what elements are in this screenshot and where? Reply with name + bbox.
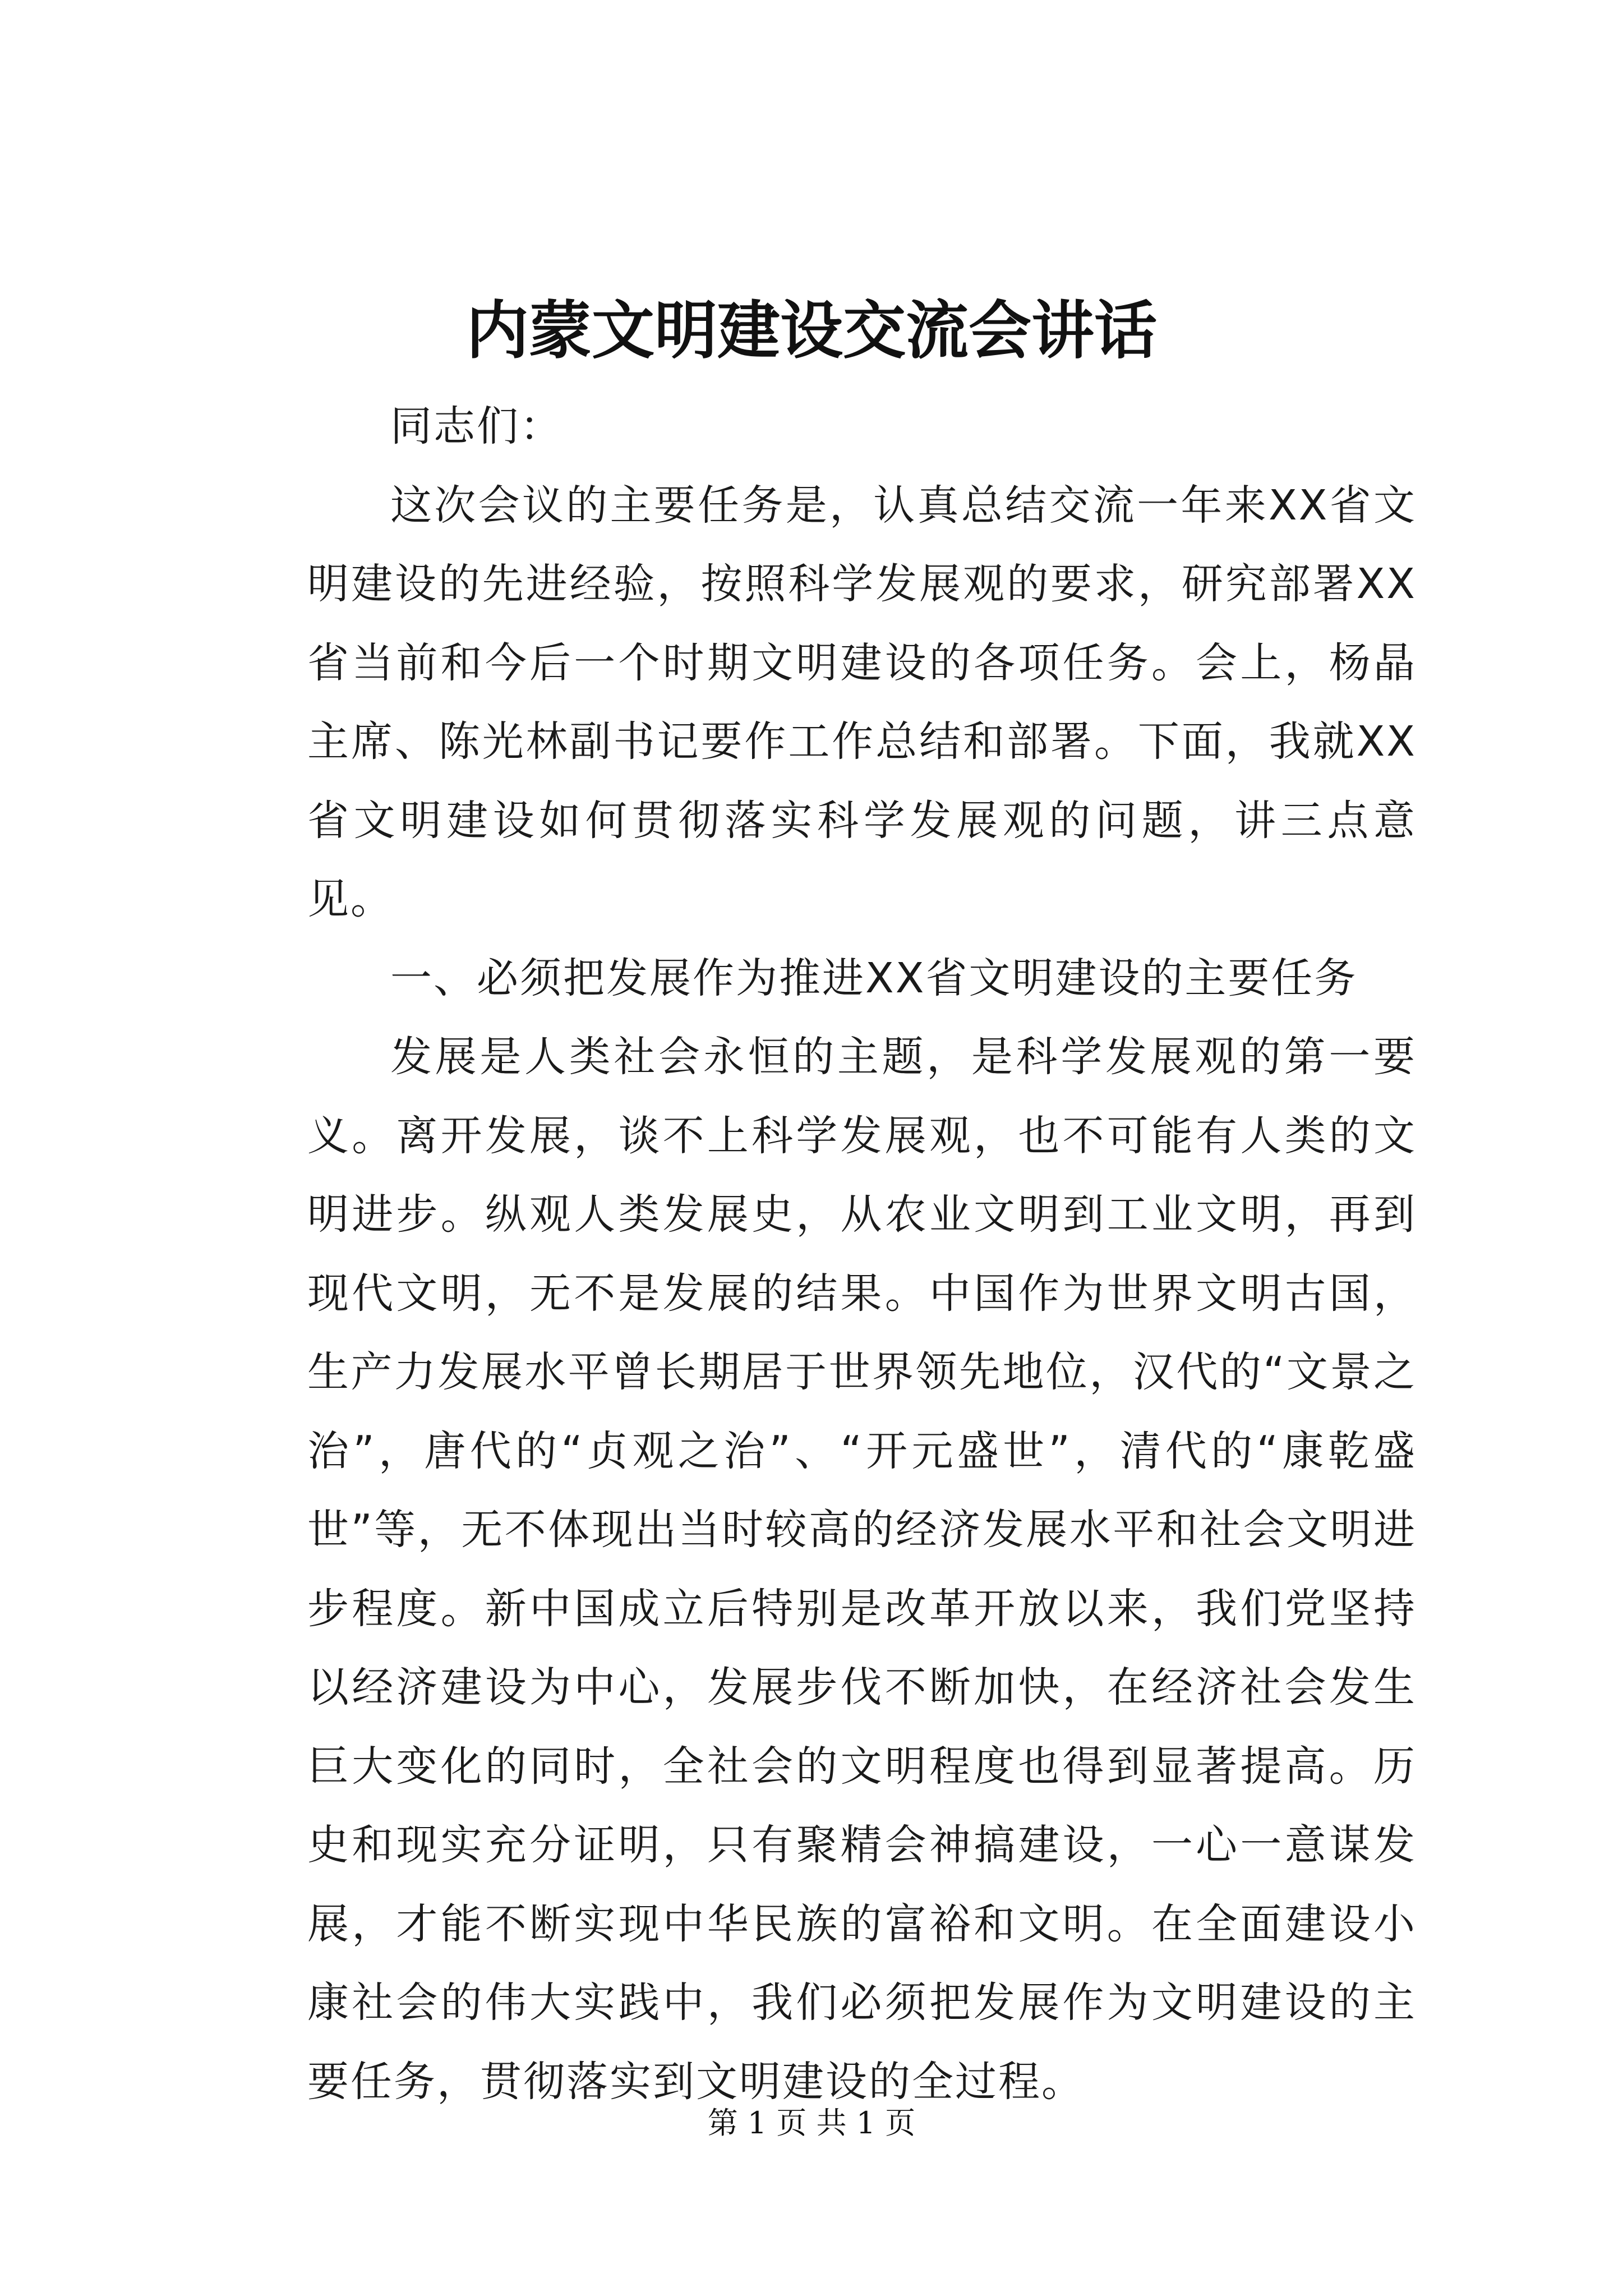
intro-paragraph: 这次会议的主要任务是，认真总结交流一年来XX省文明建设的先进经验，按照科学发展观的要求，研究部署XX省当前和今后一个时期文明建设的各项任务。会上，杨晶主席、陈光林副书记要作工作总结和部署。下面，我就XX省文明建设如何贯彻落实科学发展观的问题，讲三点意见。 (307, 481, 1417, 923)
page-footer: 第 1 页 共 1 页 (707, 2105, 916, 2141)
salutation-paragraph: 同志们： (390, 402, 563, 450)
section-heading: 一、必须把发展作为推进XX省文明建设的主要任务 (390, 954, 1358, 1002)
document-title: 内蒙文明建设交流会讲话 (466, 294, 1157, 367)
section-paragraph: 发展是人类社会永恒的主题，是科学发展观的第一要义。离开发展，谈不上科学发展观，也不可能有人类的文明进步。纵观人类发展史，从农业文明到工业文明，再到现代文明，无不是发展的结果。中国作为世界文明古国，生产力发展水平曾长期居于世界领先地位，汉代的“文景之治”，唐代的“贞观之治”、“开元盛世”，清代的“康乾盛世”等，无不体现出当时较高的经济发展水平和社会文明进步程度。新中国成立后特别是改革开放以来，我们党坚持以经济建设为中心，发展步伐不断加快，在经济社会发生巨大变化的同时，全社会的文明程度也得到显著提高。历史和现实充分证明，只有聚精会神搞建设，一心一意谋发展，才能不断实现中华民族的富裕和文明。在全面建设小康社会的伟大实践中，我们必须把发展作为文明建设的主要任务，贯彻落实到文明建设的全过程。 (307, 1033, 1417, 2106)
document-body (307, 387, 1417, 2121)
